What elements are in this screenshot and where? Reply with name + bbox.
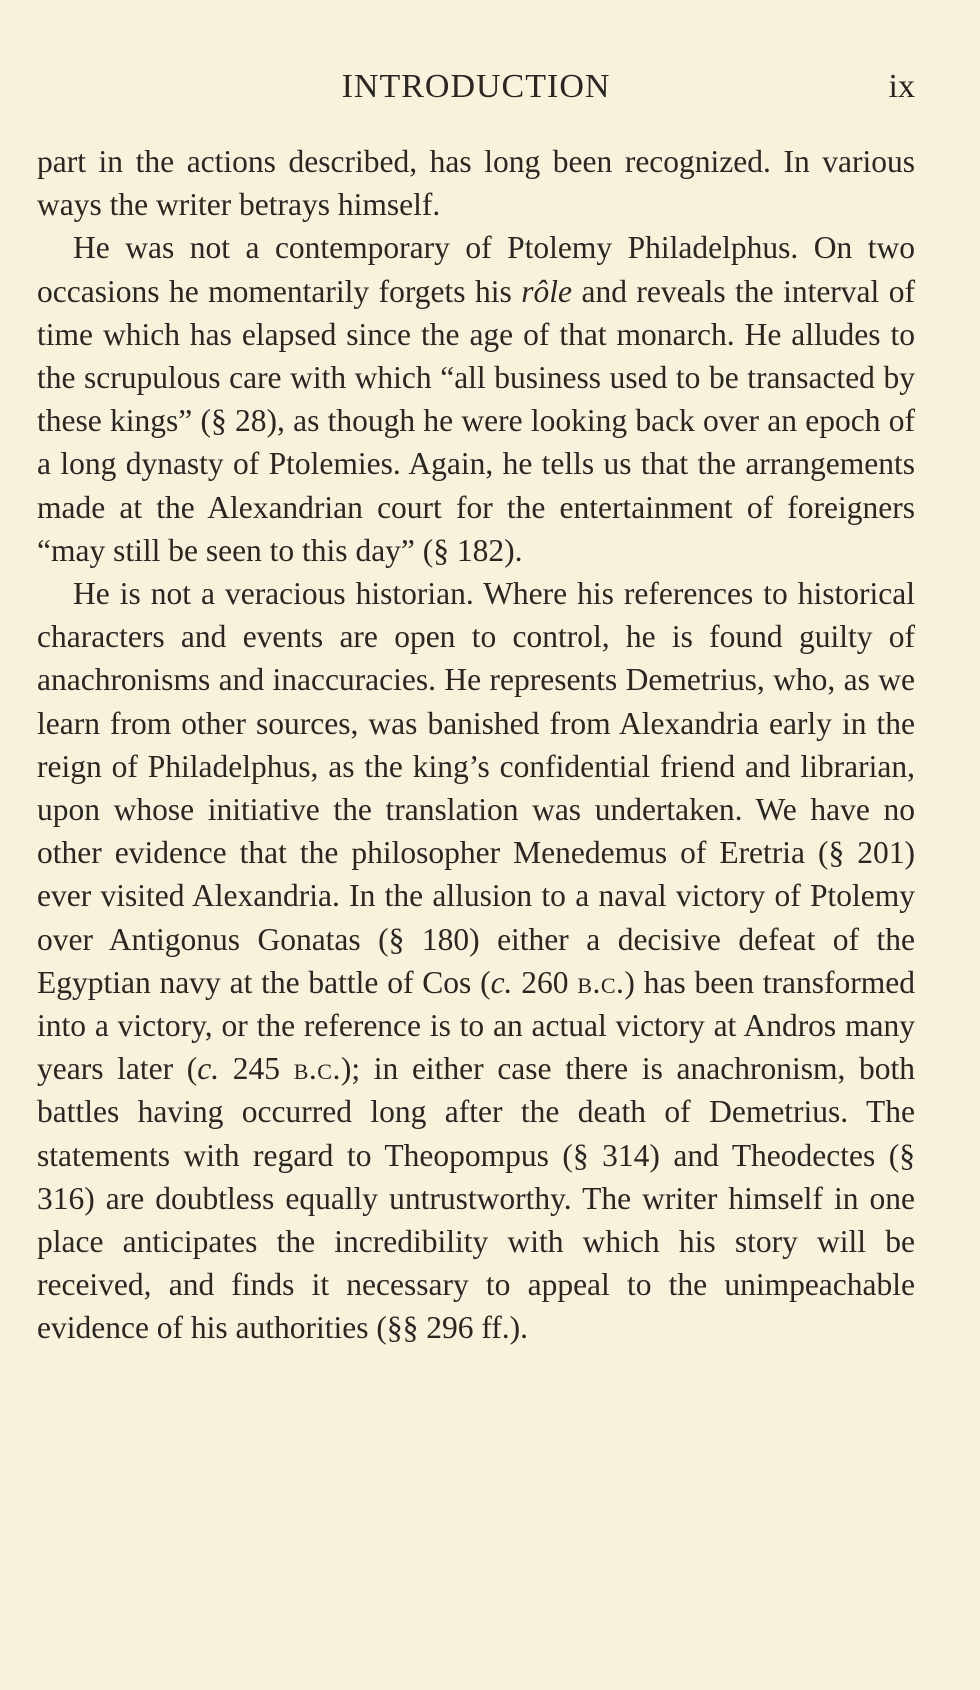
running-title: INTRODUCTION (341, 68, 611, 105)
paragraph-3-text-a: He is not a veracious historian. Where his references to historical characters and events are open to control, he is found guilty of anachronisms and inaccuracies. He represents Demetrius, who, as we learn from other sources, was banished from Alexandria early in the reign of Philadelphus, as the king’s confidential friend and librarian, upon whose initiative the translation was undertaken. We have no other evidence that the philosopher Menedemus of Eretria (§ 201) ever visited Alexandria. In the allusion to a naval victory of Ptolemy over Antigonus Gonatas (§ 180) either a decisive defeat of the Egyptian navy at the battle of Cos ( (37, 576, 915, 1000)
date-245: 245 (219, 1051, 294, 1087)
paragraph-1-text: part in the actions described, has long been recognized. In various ways the writer betrays himself. (37, 144, 915, 223)
paragraph-historian (37, 572, 915, 1350)
running-head (37, 68, 915, 114)
paragraph-2-text-b: and reveals the interval of time which has elapsed since the age of that monarch. He alludes to the scrupulous care with which “all business used to be transacted by these kings” (§ 28), as though he were looking back over an epoch of a long dynasty of Ptolemies. Again, he tells us that the arrangements made at the Alexandrian court for the entertainment of foreigners “may still be seen to this day” (§ 182). (37, 273, 915, 568)
italic-circa-2: c. (197, 1051, 220, 1087)
date-260: 260 (512, 964, 578, 1000)
italic-role: rôle (521, 273, 572, 309)
paragraph-continuation (37, 140, 915, 226)
body-text (37, 140, 915, 1350)
page-number: ix (888, 68, 915, 105)
paragraph-2-text-a: He was not a contemporary of Ptolemy Philadelphus. On two occasions he momentarily forgets his (37, 230, 915, 309)
italic-circa-1: c. (490, 964, 513, 1000)
era-bc-2: b.c. (293, 1051, 341, 1087)
paragraph-3-text-b: ) has been transformed into a victory, or the reference is to an actual victory at Andros many years later ( (37, 964, 915, 1087)
paragraph-contemporary (37, 226, 915, 572)
era-bc-1: b.c. (577, 964, 625, 1000)
paragraph-3-text-c: ); in either case there is anachronism, both battles having occurred long after the death of Demetrius. The statements with regard to Theopompus (§ 314) and Theodectes (§ 316) are doubtless equally untrustworthy. The writer himself in one place anticipates the incredibility with which his story will be received, and finds it necessary to appeal to the unimpeachable evidence of his authorities (§§ 296 ff.). (37, 1051, 916, 1346)
